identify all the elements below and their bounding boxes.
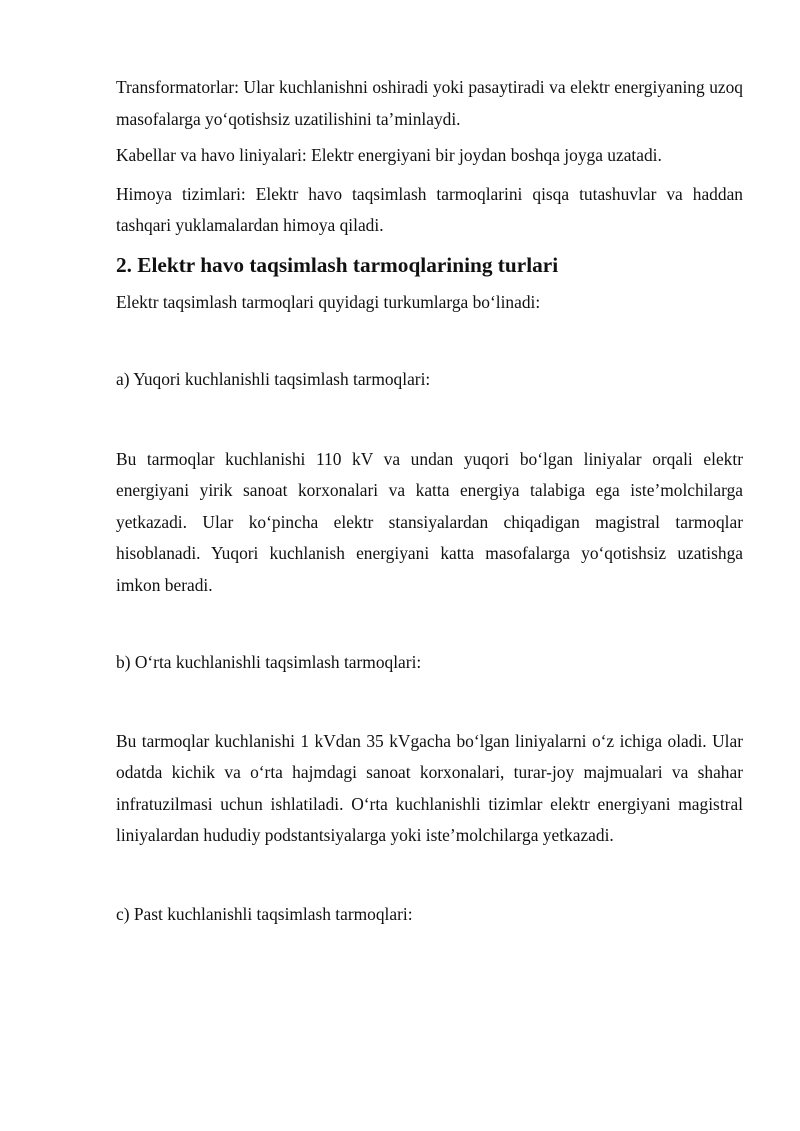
protection-paragraph: Himoya tizimlari: Elektr havo taqsimlash tarmoqlarini qisqa tutashuvlar va haddan tashqari yuklamalardan himoya qiladi. [116, 183, 743, 235]
section-heading: 2. Elektr havo taqsimlash tarmoqlarining turlari [116, 252, 559, 277]
type-a-label: a) Yuqori kuchlanishli taqsimlash tarmoqlari: [116, 369, 431, 389]
type-a-text: Bu tarmoqlar kuchlanishi 110 kV va undan yuqori bo‘lgan liniyalar orqali elektr energiyani yirik sanoat korxonalari va katta energiya talabiga ega iste’molchilarga yetkazadi. Ular ko‘pincha elektr stansiyalardan chiqadigan magistral tarmoqlar hisoblanadi. Yuqori kuchlanish energiyani katta masofalarga yo‘qotishsiz uzatishga imkon beradi. [116, 448, 743, 595]
document-page [116, 72, 743, 930]
transformers-paragraph: Transformatorlar: Ular kuchlanishni oshiradi yoki pasaytiradi va elektr energiyaning uzoq masofalarga yo‘qotishsiz uzatilishini ta’minlaydi. [116, 77, 743, 129]
type-b-text: Bu tarmoqlar kuchlanishi 1 kVdan 35 kVgacha bo‘lgan liniyalarni o‘z ichiga oladi. Ular odatda kichik va o‘rta hajmdagi sanoat korxonalari, turar-joy majmualari va shahar infratuzilmasi uchun ishlatiladi. O‘rta kuchlanishli tizimlar elektr energiyani magistral liniyalardan hududiy podstantsiyalarga yoki iste’molchilarga yetkazadi. [116, 730, 743, 845]
type-b-label: b) O‘rta kuchlanishli taqsimlash tarmoqlari: [116, 652, 422, 672]
type-c-label: c) Past kuchlanishli taqsimlash tarmoqlari: [116, 903, 413, 924]
section-intro: Elektr taqsimlash tarmoqlari quyidagi turkumlarga bo‘linadi: [116, 291, 541, 312]
cables-paragraph: Kabellar va havo liniyalari: Elektr energiyani bir joydan boshqa joyga uzatadi. [116, 145, 662, 165]
